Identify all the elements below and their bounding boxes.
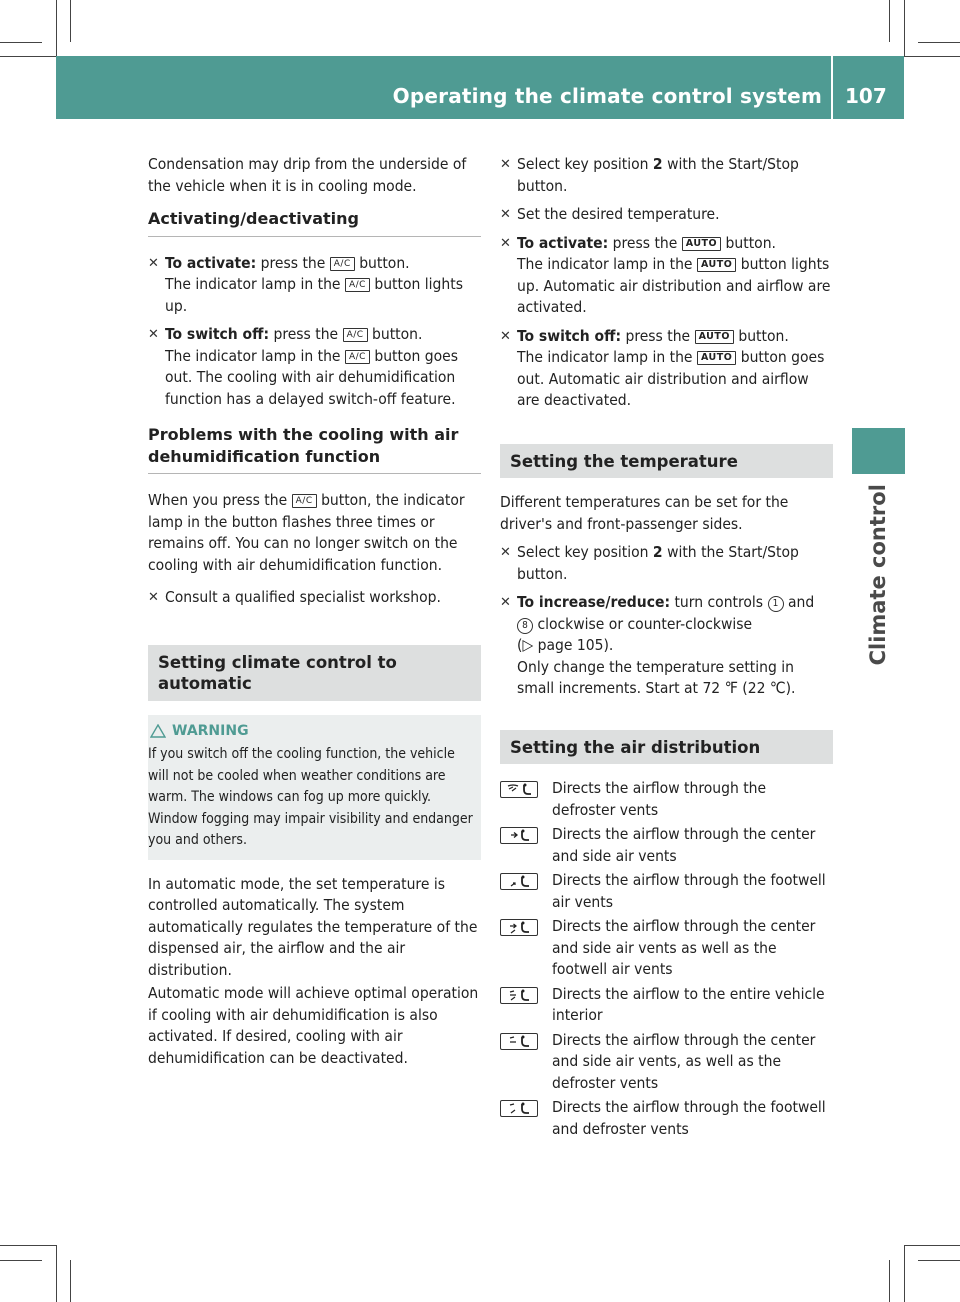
list-item: ✕ To activate: press the AUTO button. The indicator lamp in the AUTO button lights up. Automatic air distribution and airflow are activated. bbox=[500, 233, 831, 316]
crop-mark bbox=[904, 1245, 960, 1246]
bullet-x-icon: ✕ bbox=[500, 545, 511, 560]
list-item: ✕ To switch off: press the AUTO button. The indicator lamp in the AUTO button goes out. Automatic air distribution and airflow are deactivated. bbox=[500, 326, 825, 409]
warning-header: WARNING bbox=[148, 721, 473, 743]
air-distribution-row: Directs the airflow to the entire vehicle interior bbox=[500, 984, 833, 1027]
bullet-x-icon: ✕ bbox=[500, 157, 511, 172]
crop-mark bbox=[0, 1260, 42, 1261]
list-item: ✕ To increase/reduce: turn controls 1 and 8 clockwise or counter-clockwise (▷ page 105). Only change the temperature setting in small increments. Start at 72 ℉ (22 ℃). bbox=[500, 593, 815, 697]
crop-mark bbox=[70, 0, 71, 42]
list-item: ✕ To switch off: press the A/C button. The indicator lamp in the A/C button goes out. The cooling with air dehumidification function has a delayed switch-off feature. bbox=[148, 325, 459, 408]
footwell-defroster-icon bbox=[500, 1100, 538, 1117]
temperature-intro: Different temperatures can be set for the driver's and front-passenger sides. bbox=[500, 493, 789, 533]
right-column bbox=[500, 154, 833, 1143]
bullet-x-icon: ✕ bbox=[148, 255, 159, 271]
subheading-activating: Activating/deactivating bbox=[148, 208, 481, 237]
auto-button-icon: AUTO bbox=[697, 258, 736, 272]
list-item: ✕ Select key position 2 with the Start/Stop button. bbox=[500, 155, 799, 195]
page-title: Operating the climate control system bbox=[392, 84, 822, 108]
center-defroster-icon bbox=[500, 1033, 538, 1050]
center-vents-icon bbox=[500, 827, 538, 844]
side-tab-label: Climate control bbox=[865, 484, 890, 666]
crop-mark bbox=[918, 42, 960, 43]
section-heading-air-distribution: Setting the air distribution bbox=[500, 730, 833, 765]
list-item: ✕ Select key position 2 with the Start/Stop button. bbox=[500, 543, 799, 583]
bullet-x-icon: ✕ bbox=[500, 207, 511, 222]
center-footwell-icon bbox=[500, 919, 538, 936]
crop-mark bbox=[56, 0, 57, 56]
page-number: 107 bbox=[845, 84, 887, 108]
air-distribution-row: Directs the airflow through the footwell and defroster vents bbox=[500, 1097, 833, 1140]
header-divider bbox=[831, 56, 833, 122]
section-heading-temperature: Setting the temperature bbox=[500, 444, 833, 479]
air-distribution-row: Directs the airflow through the defroster vents bbox=[500, 778, 833, 821]
control-8-icon: 8 bbox=[517, 618, 533, 634]
problem-paragraph: When you press the A/C button, the indicator lamp in the button flashes three times or remains off. You can no longer switch on the cooling with air dehumidification function. bbox=[148, 491, 465, 574]
crop-mark bbox=[904, 56, 960, 57]
air-distribution-row: Directs the airflow through the center and side air vents as well as the footwell air vents bbox=[500, 916, 833, 981]
crop-mark bbox=[889, 0, 890, 42]
crop-mark bbox=[889, 1260, 890, 1302]
bullet-x-icon: ✕ bbox=[500, 328, 511, 344]
defroster-icon bbox=[500, 781, 538, 798]
subheading-problems: Problems with the cooling with air dehumidification function bbox=[148, 424, 481, 474]
ac-button-icon: A/C bbox=[343, 328, 368, 342]
auto-button-icon: AUTO bbox=[695, 330, 734, 344]
crop-mark bbox=[0, 1245, 56, 1246]
automatic-paragraph-1: In automatic mode, the set temperature is controlled automatically. The system automatically regulates the temperature of the dispensed air, the airflow and the air distribution. bbox=[148, 874, 478, 979]
intro-paragraph: Condensation may drip from the underside of the vehicle when it is in cooling mode. bbox=[148, 155, 467, 195]
crop-mark bbox=[0, 42, 42, 43]
crop-mark bbox=[70, 1260, 71, 1302]
crop-mark bbox=[904, 1245, 905, 1302]
footwell-icon bbox=[500, 873, 538, 890]
air-distribution-row: Directs the airflow through the center and side air vents, as well as the defroster vents bbox=[500, 1030, 833, 1095]
automatic-paragraph-2: Automatic mode will achieve optimal operation if cooling with air dehumidification is also activated. If desired, cooling with air dehumidification can be deactivated. bbox=[148, 984, 479, 1067]
auto-button-icon: AUTO bbox=[697, 351, 736, 365]
all-vents-icon bbox=[500, 987, 538, 1004]
bullet-x-icon: ✕ bbox=[148, 327, 159, 342]
side-tab bbox=[852, 482, 905, 668]
section-heading-automatic: Setting climate control to automatic bbox=[148, 645, 481, 701]
list-item: ✕ Set the desired temperature. bbox=[500, 204, 833, 226]
left-column bbox=[148, 154, 481, 1080]
air-distribution-row: Directs the airflow through the footwell air vents bbox=[500, 870, 833, 913]
ac-button-icon: A/C bbox=[330, 257, 355, 271]
ac-button-icon: A/C bbox=[345, 350, 370, 364]
list-item: ✕ To activate: press the A/C button. The indicator lamp in the A/C button lights up. bbox=[148, 253, 463, 315]
side-tab-marker bbox=[852, 428, 905, 474]
control-1-icon: 1 bbox=[768, 596, 784, 612]
warning-text: If you switch off the cooling function, the vehicle will not be cooled when weather conditions are warm. The windows can fog up more quickly. Window fogging may impair visibility and endanger you and others. bbox=[148, 746, 473, 848]
bullet-x-icon: ✕ bbox=[148, 590, 159, 605]
auto-button-icon: AUTO bbox=[682, 237, 721, 251]
list-item: ✕ Consult a qualified specialist workshop. bbox=[148, 587, 481, 609]
bullet-x-icon: ✕ bbox=[500, 235, 511, 251]
warning-triangle-icon bbox=[150, 724, 166, 738]
air-distribution-row: Directs the airflow through the center and side air vents bbox=[500, 824, 833, 867]
ac-button-icon: A/C bbox=[292, 494, 317, 508]
crop-mark bbox=[918, 1260, 960, 1261]
warning-box bbox=[148, 715, 481, 860]
ac-button-icon: A/C bbox=[345, 278, 370, 292]
crop-mark bbox=[904, 0, 905, 56]
bullet-x-icon: ✕ bbox=[500, 595, 511, 610]
crop-mark bbox=[0, 56, 56, 57]
crop-mark bbox=[56, 1245, 57, 1302]
